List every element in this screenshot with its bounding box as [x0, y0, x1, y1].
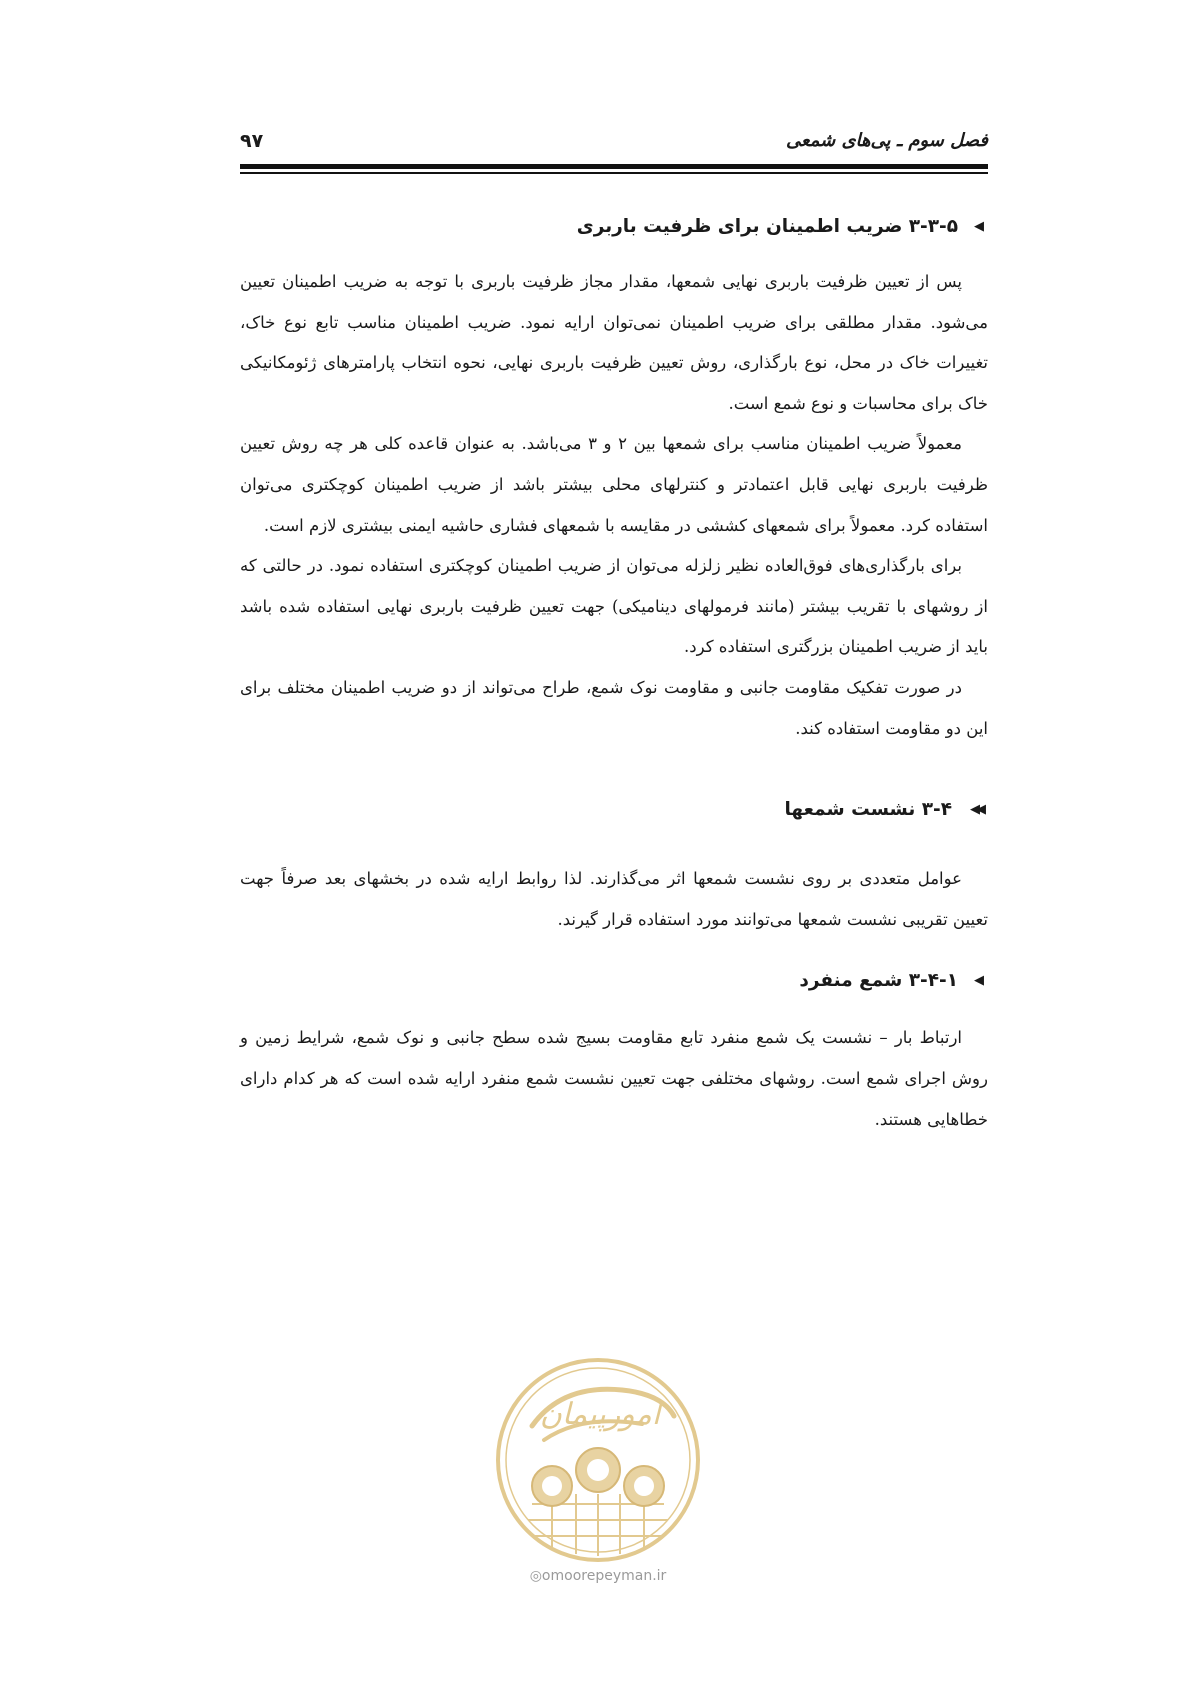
paragraph: ارتباط بار – نشست یک شمع منفرد تابع مقاومت بسیج شده سطح جانبی و نوک شمع، شرایط زمین و روش اجرای شمع است. روشهای مختلفی جهت تعیین نشست شمع منفرد ارایه شده است که هر کدام دارای خطاهایی هستند.: [240, 1028, 988, 1129]
paragraph: معمولاً ضریب اطمینان مناسب برای شمعها بین ۲ و ۳ می‌باشد. به عنوان قاعده کلی هر چه روش تعیین ظرفیت باربری نهایی قابل اعتمادتر و کنترلهای محلی بیشتر باشد از ضریب اطمینان کوچکتری می‌توان استفاده کرد. معمولاً برای شمعهای کششی در مقایسه با شمعهای فشاری حاشیه ایمنی بیشتری لازم است.: [240, 434, 988, 535]
section-heading-text: ۳-۳-۵ ضریب اطمینان برای ظرفیت باربری: [576, 216, 958, 237]
watermark-logo: [492, 1354, 704, 1566]
paragraph: در صورت تفکیک مقاومت جانبی و مقاومت نوک شمع، طراح می‌تواند از دو ضریب اطمینان مختلف برای این دو مقاومت استفاده کند.: [240, 677, 988, 738]
at-icon: ◎: [529, 1568, 542, 1584]
body-content: [240, 212, 988, 1140]
watermark-url: [490, 1568, 706, 1584]
header-rule-thick: [240, 164, 988, 169]
paragraph: پس از تعیین ظرفیت باربری نهایی شمعها، مقدار مجاز ظرفیت باربری با توجه به ضریب اطمینان تعیین می‌شود. مقدار مطلقی برای ضریب اطمینان نمی‌توان ارایه نمود. ضریب اطمینان مناسب تابع نوع خاک، تغییرات خاک در محل، نوع بارگذاری، روش تعیین ظرفیت باربری نهایی، نحوه انتخاب پارامترهای ژئومکانیکی خاک برای محاسبات و نوع شمع است.: [240, 272, 988, 413]
watermark-url-text: omoorepeyman.ir: [541, 1568, 667, 1584]
paragraph: عوامل متعددی بر روی نشست شمعها اثر می‌گذارند. لذا روابط ارایه شده در بخشهای بعد صرفاً جهت تعیین تقریبی نشست شمعها می‌توانند مورد استفاده قرار گیرند.: [240, 869, 988, 929]
double-triangle-bullet-icon: ◀◀: [970, 802, 982, 818]
svg-text:امورپیمان: امورپیمان: [539, 1397, 661, 1432]
triangle-bullet-icon: ◀: [974, 219, 984, 234]
running-header: [240, 126, 988, 160]
chapter-title: فصل سوم ـ پی‌های شمعی: [786, 130, 988, 151]
section-heading-text: ۳-۴ نشست شمعها: [784, 799, 952, 821]
section-heading-settlement: [240, 795, 988, 825]
section-heading-safety-factor: [240, 212, 988, 242]
section-heading-text: ۳-۴-۱ شمع منفرد: [799, 970, 958, 992]
paragraph: برای بارگذاری‌های فوق‌العاده نظیر زلزله می‌توان از ضریب اطمینان کوچکتری استفاده نمود. در حالتی که از روشهای با تقریب بیشتر (مانند فرمولهای دینامیکی) جهت تعیین ظرفیت باربری نهایی استفاده شده باشد باید از ضریب اطمینان بزرگتری استفاده کرد.: [240, 556, 988, 657]
section-heading-single-pile: [240, 966, 988, 996]
triangle-bullet-icon: ◀: [974, 973, 984, 989]
header-rule-thin: [240, 172, 988, 174]
page-number: ۹۷: [240, 130, 264, 152]
